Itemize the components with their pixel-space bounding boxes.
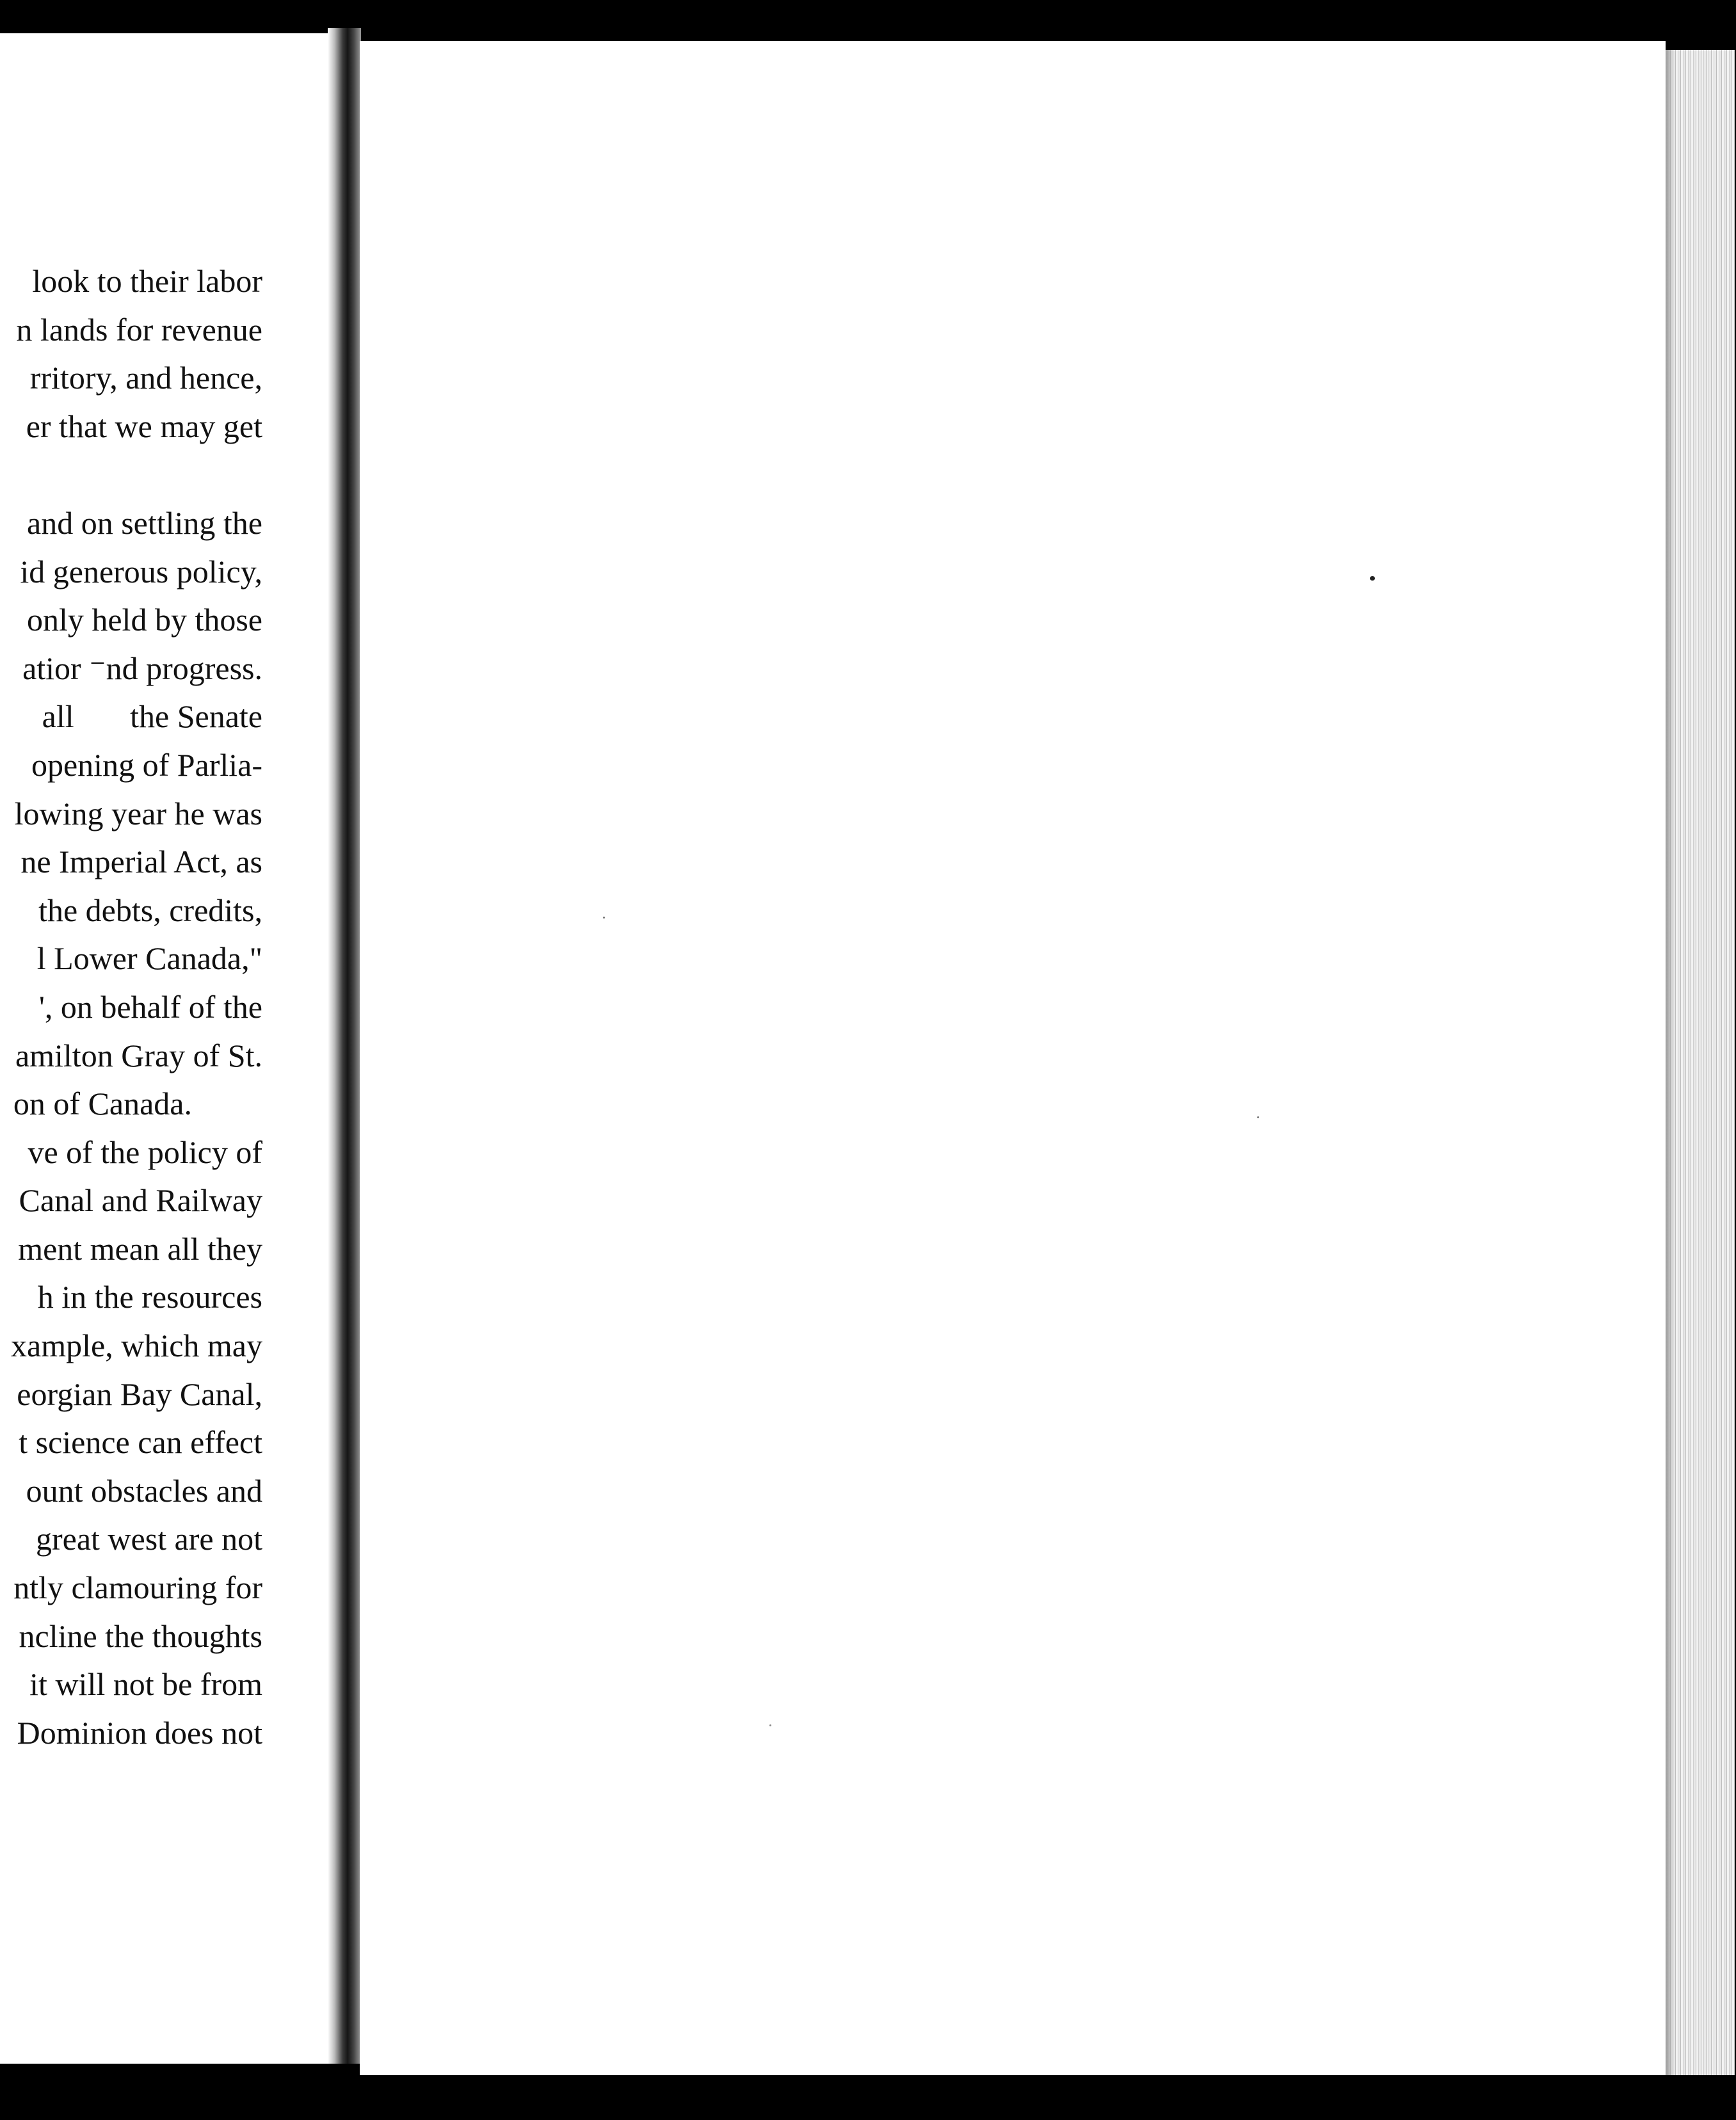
text-line: t science can effect: [19, 1424, 262, 1461]
text-line: the debts, credits,: [38, 892, 262, 928]
text-line: ve of the policy of: [28, 1134, 262, 1170]
text-line: all the Senate: [42, 698, 262, 735]
text-line: xample, which may: [11, 1328, 262, 1364]
text-line: great west are not: [35, 1521, 262, 1557]
text-line: on of Canada.: [13, 1086, 192, 1122]
text-line: only held by those: [26, 602, 262, 638]
text-line: n lands for revenue: [16, 311, 262, 348]
text-line: and on settling the: [27, 504, 262, 541]
text-line: ', on behalf of the: [38, 988, 262, 1025]
text-line: er that we may get: [26, 408, 262, 444]
left-page-text-block: [0, 257, 262, 1757]
paper-speck: [769, 1724, 771, 1726]
text-line: ncline the thoughts: [19, 1618, 262, 1654]
paper-speck: [1257, 1116, 1259, 1118]
text-line: ne Imperial Act, as: [20, 844, 262, 880]
text-line: l Lower Canada,": [36, 940, 262, 977]
left-page: [0, 33, 338, 2064]
page-fore-edge: [1666, 50, 1735, 2075]
text-line: atior ⁻nd progress.: [22, 650, 262, 686]
paper-speck: [1370, 576, 1375, 581]
paragraph-gap: [0, 451, 262, 499]
text-line: Canal and Railway: [19, 1182, 262, 1219]
text-line: lowing year he was: [14, 795, 262, 831]
book-gutter: [328, 28, 361, 2064]
text-line: look to their labor: [32, 263, 262, 299]
text-line: ount obstacles and: [26, 1472, 262, 1509]
text-line: rritory, and hence,: [29, 360, 262, 396]
text-line: ment mean all they: [18, 1230, 262, 1267]
right-page: [360, 41, 1666, 2075]
text-line: Dominion does not: [17, 1714, 262, 1751]
text-line: id generous policy,: [20, 553, 262, 590]
fore-edge-shadow: [1666, 50, 1675, 2075]
text-line: eorgian Bay Canal,: [17, 1376, 262, 1412]
text-line: amilton Gray of St.: [15, 1037, 262, 1073]
paper-speck: [603, 917, 605, 919]
text-line: it will not be from: [29, 1666, 262, 1703]
text-line: ntly clamouring for: [13, 1570, 262, 1606]
text-line: opening of Parlia-: [31, 746, 262, 783]
text-line: h in the resources: [37, 1279, 262, 1315]
